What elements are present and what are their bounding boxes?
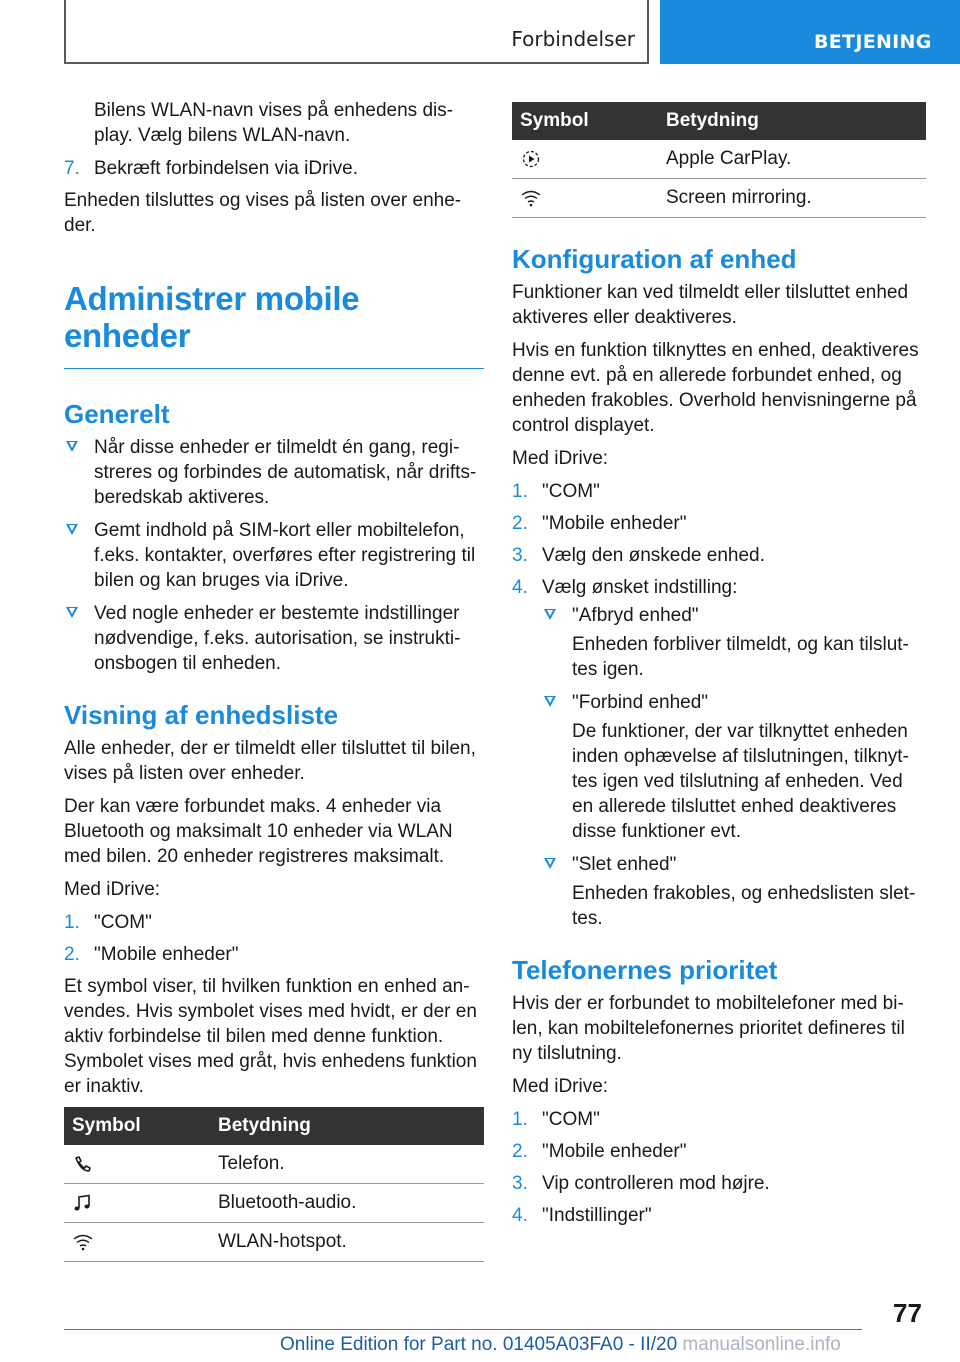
option-item — [542, 690, 926, 844]
visning-p4: Et symbol viser, til hvilken funktion en enhed an-vendes. Hvis symbolet vises med hvidt, er der en aktiv forbindelse til bilen med denne funktion. Symbolet vises med gråt, hvis enhedens funktion er inaktiv. — [64, 976, 477, 1097]
table-cell-meaning: Bluetooth-audio. — [210, 1184, 484, 1223]
page-number: 77 — [893, 1298, 922, 1328]
step-text: Vælg ønsket indstilling: — [542, 577, 738, 598]
footer-rule — [64, 1329, 862, 1330]
header-chapter-tab — [660, 0, 960, 64]
prioritet-p1: Hvis der er forbundet to mobiltelefoner med bi-len, kan mobiltelefonernes prioritet defineres til ny tilslutning. — [512, 993, 905, 1064]
konfig-steps — [512, 479, 926, 931]
table-cell-meaning: Screen mirroring. — [658, 179, 926, 218]
option-description: Enheden forbliver tilmeldt, og kan tilslut-tes igen. — [572, 634, 909, 680]
step-text: Vip controlleren mod højre. — [542, 1173, 770, 1194]
chapter-heading: Administrer mobile enheder — [64, 280, 360, 354]
step-number: 4. — [512, 1205, 528, 1226]
list-item-text: Når disse enheder er tilmeldt én gang, regi-streres og forbindes de automatisk, når drifts-beredskab aktiveres. — [94, 437, 477, 508]
table-header-symbol: Symbol — [512, 102, 658, 140]
phone-icon — [72, 1155, 94, 1173]
step-number: 2. — [64, 944, 80, 965]
bullet-triangle-icon — [544, 696, 556, 707]
list-item — [512, 1139, 926, 1164]
list-item — [64, 435, 484, 510]
visning-p1: Alle enheder, der er tilmeldt eller tilsluttet til bilen, vises på listen over enheder. — [64, 738, 476, 784]
table-header-meaning: Betydning — [658, 102, 926, 140]
intro-result: Enheden tilsluttes og vises på listen over enhe-der. — [64, 190, 462, 236]
list-item — [512, 543, 926, 568]
table-row — [64, 1184, 484, 1223]
prioritet-steps — [512, 1107, 926, 1228]
list-item-text: Ved nogle enheder er bestemte indstillinger nødvendige, f.eks. autorisation, se instrukti-onsbogen til enheden. — [94, 603, 461, 674]
konfig-p1: Funktioner kan ved tilmeldt eller tilsluttet enhed aktiveres eller deaktiveres. — [512, 282, 909, 328]
symbol-table-right — [512, 102, 926, 218]
header-chapter-label: BETJENING — [814, 31, 932, 53]
option-item — [542, 852, 926, 931]
step-number: 1. — [64, 912, 80, 933]
list-item-text: Gemt indhold på SIM-kort eller mobiltelefon, f.eks. kontakter, overføres efter registrering til bilen og kan bruges via iDrive. — [94, 520, 476, 591]
table-cell-symbol — [64, 1223, 210, 1262]
list-item — [512, 1107, 926, 1132]
table-row — [512, 140, 926, 179]
table-cell-meaning: WLAN-hotspot. — [210, 1223, 484, 1262]
step-text: "COM" — [542, 481, 600, 502]
step-text: Vælg den ønskede enhed. — [542, 545, 765, 566]
bullet-triangle-icon — [66, 607, 78, 618]
list-item — [512, 479, 926, 504]
option-label: "Forbind enhed" — [572, 692, 709, 713]
list-item — [64, 518, 484, 593]
step-text: "Indstillinger" — [542, 1205, 652, 1226]
footer-edition-text: Online Edition for Part no. 01405A03FA0 - II/20 — [280, 1334, 678, 1355]
list-item — [512, 1171, 926, 1196]
step-number: 3. — [512, 545, 528, 566]
heading-rule — [64, 368, 484, 369]
visning-p3: Med iDrive: — [64, 879, 161, 900]
wifi-icon — [72, 1233, 94, 1251]
table-header-meaning: Betydning — [210, 1107, 484, 1145]
list-item — [64, 601, 484, 676]
list-item — [512, 1203, 926, 1228]
konfig-p3: Med iDrive: — [512, 448, 609, 469]
step-text: "Mobile enheder" — [94, 944, 239, 965]
table-header-row — [64, 1107, 484, 1145]
step-number: 1. — [512, 481, 528, 502]
step-text: "Mobile enheder" — [542, 513, 687, 534]
bullet-triangle-icon — [66, 441, 78, 452]
left-column — [64, 98, 484, 1262]
visning-heading: Visning af enhedsliste — [64, 700, 339, 730]
option-list — [542, 603, 926, 931]
table-cell-symbol — [512, 140, 658, 179]
footer-watermark: manualsonline.info — [682, 1334, 841, 1355]
bullet-triangle-icon — [544, 609, 556, 620]
table-header-row — [512, 102, 926, 140]
konfig-p2: Hvis en funktion tilknyttes en enhed, deaktiveres denne evt. på en allerede forbundet enhed, og enheden frakobles. Overhold henvisningerne på control displayet. — [512, 340, 919, 436]
music-note-icon — [72, 1194, 94, 1212]
table-header-symbol: Symbol — [64, 1107, 210, 1145]
bullet-triangle-icon — [66, 524, 78, 535]
step-number: 3. — [512, 1173, 528, 1194]
bullet-triangle-icon — [544, 858, 556, 869]
play-circle-icon — [520, 150, 542, 168]
step-number: 2. — [512, 513, 528, 534]
step-number: 2. — [512, 1141, 528, 1162]
header-section-label: Forbindelser — [511, 27, 635, 51]
step-number: 7. — [64, 158, 80, 179]
symbol-table-left — [64, 1107, 484, 1262]
table-row — [64, 1223, 484, 1262]
step-text: "Mobile enheder" — [542, 1141, 687, 1162]
generelt-heading: Generelt — [64, 399, 170, 429]
table-row — [512, 179, 926, 218]
header-section-tab — [64, 0, 649, 64]
table-cell-meaning: Apple CarPlay. — [658, 140, 926, 179]
table-cell-symbol — [512, 179, 658, 218]
option-label: "Afbryd enhed" — [572, 605, 699, 626]
table-cell-meaning: Telefon. — [210, 1145, 484, 1184]
step-number: 4. — [512, 577, 528, 598]
konfig-heading: Konfiguration af enhed — [512, 244, 797, 274]
step-text: "COM" — [94, 912, 152, 933]
table-cell-symbol — [64, 1145, 210, 1184]
option-item — [542, 603, 926, 682]
list-item — [64, 942, 484, 967]
table-row — [64, 1145, 484, 1184]
option-description: De funktioner, der var tilknyttet enheden inden ophævelse af tilslutningen, tilknyt-tes igen ved tilslutning af enheden. Ved en allerede tilsluttet enhed deaktiveres disse funktioner evt. — [572, 721, 909, 842]
option-label: "Slet enhed" — [572, 854, 677, 875]
footer-edition — [280, 1334, 841, 1356]
list-item — [512, 575, 926, 931]
list-item — [512, 511, 926, 536]
intro-step — [64, 156, 484, 181]
step-text: Bekræft forbindelsen via iDrive. — [94, 158, 358, 179]
table-cell-symbol — [64, 1184, 210, 1223]
step-number: 1. — [512, 1109, 528, 1130]
list-item — [64, 910, 484, 935]
option-description: Enheden frakobles, og enhedslisten slet-tes. — [572, 883, 916, 929]
visning-p2: Der kan være forbundet maks. 4 enheder via Bluetooth og maksimalt 10 enheder via WLAN med bilen. 20 enheder registreres maksimalt. — [64, 796, 453, 867]
visning-steps — [64, 910, 484, 967]
intro-text: Bilens WLAN-navn vises på enhedens dis-play. Vælg bilens WLAN-navn. — [94, 100, 454, 146]
wifi-icon — [520, 189, 542, 207]
prioritet-p2: Med iDrive: — [512, 1076, 609, 1097]
generelt-list — [64, 435, 484, 676]
step-text: "COM" — [542, 1109, 600, 1130]
right-column — [512, 102, 926, 1235]
prioritet-heading: Telefonernes prioritet — [512, 955, 778, 985]
